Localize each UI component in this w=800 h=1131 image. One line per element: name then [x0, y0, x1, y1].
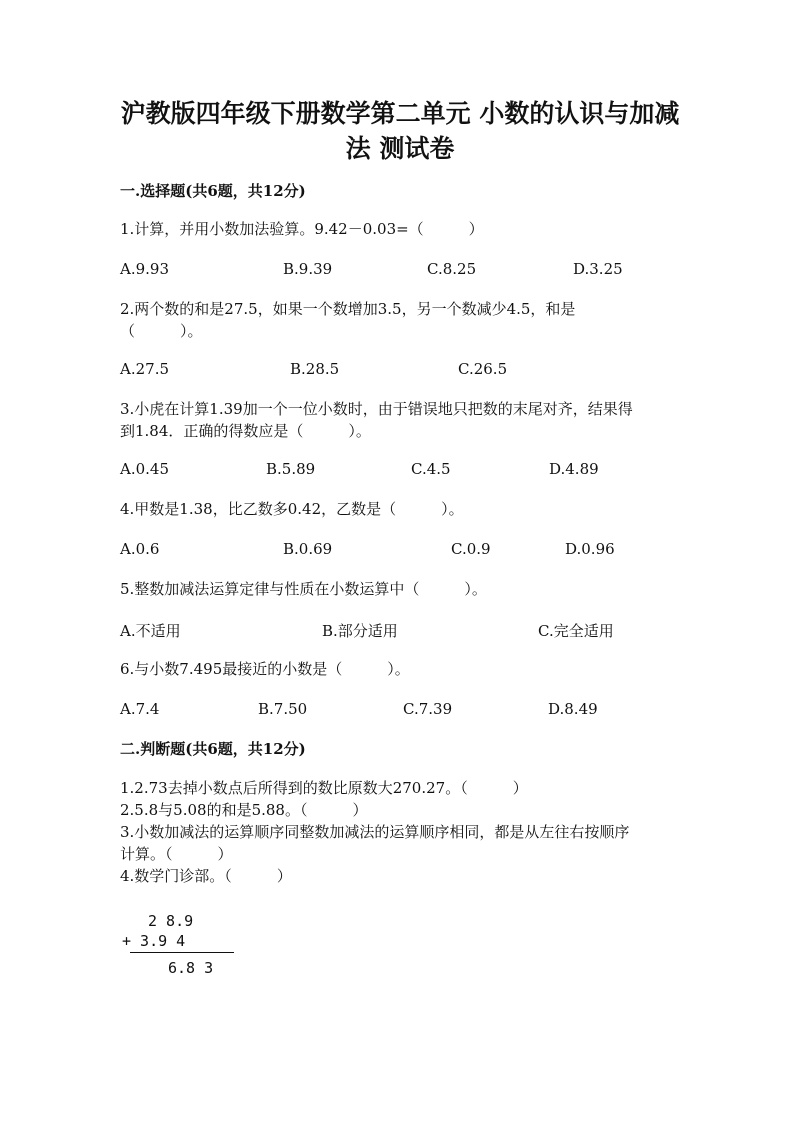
q1-option-b: B.9.39 — [283, 260, 333, 278]
judgement-3-line1: 3.小数加减法的运算顺序同整数加减法的运算顺序相同，都是从左往右按顺序 — [120, 823, 630, 841]
q1-option-a: A.9.93 — [120, 260, 169, 278]
calc-addend-2: + 3.9 4 — [122, 932, 186, 950]
question-6: 6.与小数7.495最接近的小数是（ ）。 — [120, 660, 410, 678]
q6-option-d: D.8.49 — [548, 700, 598, 718]
q5-option-a: A.不适用 — [120, 622, 181, 640]
q5-option-c: C.完全适用 — [538, 622, 614, 640]
page-title-line1: 沪教版四年级下册数学第二单元 小数的认识与加减 — [120, 99, 680, 128]
q4-option-d: D.0.96 — [565, 540, 615, 558]
judgement-2: 2.5.8与5.08的和是5.88。（ ） — [120, 801, 368, 819]
q5-option-b: B.部分适用 — [322, 622, 398, 640]
q2-option-a: A.27.5 — [120, 360, 169, 378]
section-heading-judgement: 二.判断题(共6题，共12分) — [120, 740, 306, 758]
q2-option-b: B.28.5 — [290, 360, 340, 378]
q6-option-a: A.7.4 — [120, 700, 160, 718]
question-1: 1.计算，并用小数加法验算。9.42－0.03=（ ） — [120, 220, 484, 238]
q4-option-b: B.0.69 — [283, 540, 333, 558]
question-2-line2: （ ）。 — [120, 322, 203, 340]
question-4: 4.甲数是1.38，比乙数多0.42，乙数是（ ）。 — [120, 500, 464, 518]
q6-option-b: B.7.50 — [258, 700, 308, 718]
judgement-1: 1.2.73去掉小数点后所得到的数比原数大270.27。（ ） — [120, 779, 528, 797]
calc-result: 6.8 3 — [168, 959, 214, 977]
judgement-3-line2: 计算。（ ） — [120, 845, 233, 863]
q6-option-c: C.7.39 — [403, 700, 453, 718]
q4-option-a: A.0.6 — [120, 540, 160, 558]
vertical-addition-figure — [118, 912, 248, 982]
question-3-line2: 到1.84．正确的得数应是（ ）。 — [120, 422, 371, 440]
q3-option-b: B.5.89 — [266, 460, 316, 478]
q2-option-c: C.26.5 — [458, 360, 508, 378]
question-2-line1: 2.两个数的和是27.5，如果一个数增加3.5，另一个数减少4.5，和是 — [120, 300, 576, 318]
q3-option-a: A.0.45 — [120, 460, 169, 478]
q3-option-c: C.4.5 — [411, 460, 451, 478]
q1-option-d: D.3.25 — [573, 260, 623, 278]
q3-option-d: D.4.89 — [549, 460, 599, 478]
q1-option-c: C.8.25 — [427, 260, 477, 278]
page-title-line2: 法 测试卷 — [345, 134, 455, 163]
calc-sum-line — [130, 952, 234, 953]
q4-option-c: C.0.9 — [451, 540, 491, 558]
calc-addend-1: 2 8.9 — [148, 912, 194, 930]
section-heading-choice: 一.选择题(共6题，共12分) — [120, 182, 306, 200]
question-5: 5.整数加减法运算定律与性质在小数运算中（ ）。 — [120, 580, 487, 598]
question-3-line1: 3.小虎在计算1.39加一个一位小数时，由于错误地只把数的末尾对齐，结果得 — [120, 400, 633, 418]
judgement-4: 4.数学门诊部。（ ） — [120, 867, 292, 885]
